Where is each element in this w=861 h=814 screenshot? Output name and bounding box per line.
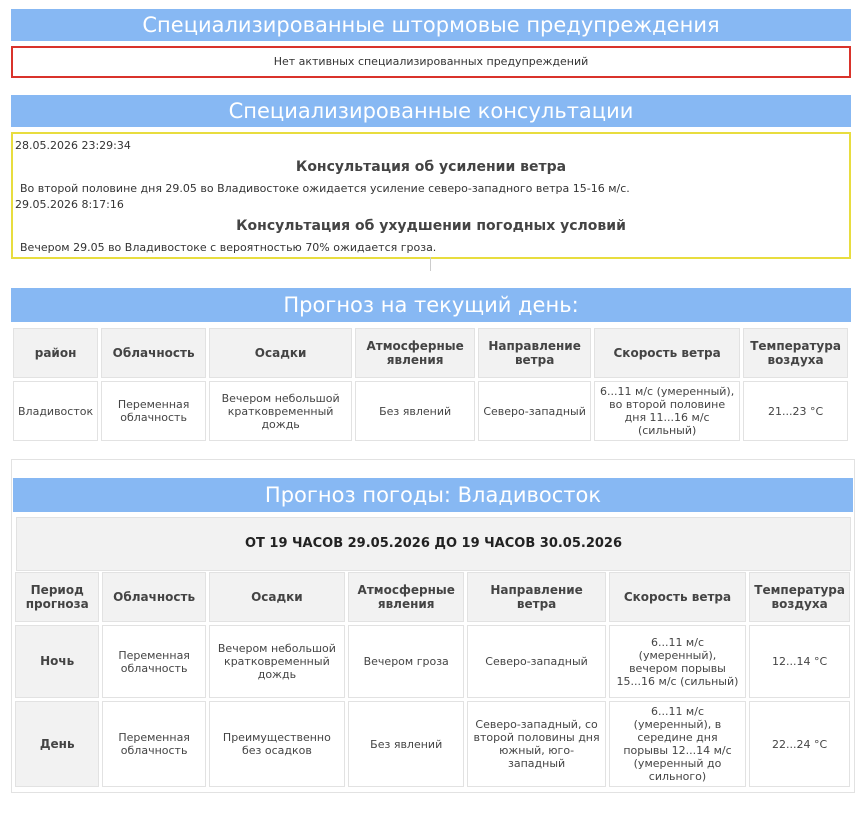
table-header-row: [15, 572, 850, 622]
separator-tick: [430, 257, 431, 271]
header-precip: Осадки: [209, 572, 345, 622]
cell-wind-speed: 6...11 м/с (умеренный), в середине дня порывы 12...14 м/с (умеренный до сильного): [609, 701, 747, 787]
header-precip: Осадки: [209, 328, 352, 378]
cell-clouds: Переменная облачность: [102, 701, 205, 787]
cell-clouds: Переменная облачность: [102, 625, 205, 698]
today-forecast-table: [10, 325, 851, 444]
header-wind-speed: Скорость ветра: [594, 328, 740, 378]
cell-precip: Вечером небольшой кратковременный дождь: [209, 381, 352, 441]
consultations-title: Специализированные консультации: [11, 95, 851, 127]
cell-precip: Преимущественно без осадков: [209, 701, 345, 787]
header-temp: Температура воздуха: [743, 328, 848, 378]
weather-forecast-table: [12, 569, 853, 790]
consultation-timestamp: 28.05.2026 23:29:34: [15, 139, 131, 152]
consultation-heading: Консультация об ухудшении погодных условий: [236, 218, 626, 234]
table-row: [15, 625, 850, 698]
cell-wind-dir: Северо-западный: [478, 381, 591, 441]
cell-wind-dir: Северо-западный, со второй половины дня южный, юго-западный: [467, 701, 605, 787]
consultation-text: Вечером 29.05 во Владивостоке с вероятностью 70% ожидается гроза.: [20, 241, 437, 254]
cell-temp: 22...24 °C: [749, 701, 850, 787]
header-wind-dir: Направление ветра: [467, 572, 605, 622]
header-period: Период прогноза: [15, 572, 99, 622]
cell-phenomena: Без явлений: [348, 701, 465, 787]
cell-precip: Вечером небольшой кратковременный дождь: [209, 625, 345, 698]
table-header-row: [13, 328, 848, 378]
header-clouds: Облачность: [101, 328, 206, 378]
cell-period: День: [15, 701, 99, 787]
storm-warnings-title: Специализированные штормовые предупреждения: [11, 9, 851, 41]
consultation-heading: Консультация об усилении ветра: [295, 159, 567, 175]
header-temp: Температура воздуха: [749, 572, 850, 622]
header-phenomena: Атмосферные явления: [348, 572, 465, 622]
cell-wind-dir: Северо-западный: [467, 625, 605, 698]
cell-wind-speed: 6...11 м/с (умеренный), во второй половине дня 11...16 м/с (сильный): [594, 381, 740, 441]
consultation-timestamp: 29.05.2026 8:17:16: [15, 198, 124, 211]
cell-wind-speed: 6...11 м/с (умеренный), вечером порывы 15...16 м/с (сильный): [609, 625, 747, 698]
cell-phenomena: Вечером гроза: [348, 625, 465, 698]
forecast-period: ОТ 19 ЧАСОВ 29.05.2026 ДО 19 ЧАСОВ 30.05.2026: [16, 517, 851, 571]
weather-forecast-title: Прогноз погоды: Владивосток: [13, 478, 853, 512]
cell-district: Владивосток: [13, 381, 98, 441]
header-phenomena: Атмосферные явления: [355, 328, 475, 378]
table-row: [15, 701, 850, 787]
table-row: [13, 381, 848, 441]
cell-period: Ночь: [15, 625, 99, 698]
cell-clouds: Переменная облачность: [101, 381, 206, 441]
header-wind-dir: Направление ветра: [478, 328, 591, 378]
header-district: район: [13, 328, 98, 378]
today-forecast-title: Прогноз на текущий день:: [11, 288, 851, 322]
storm-warnings-message: Нет активных специализированных предупреждений: [11, 46, 851, 78]
consultation-text: Во второй половине дня 29.05 во Владивостоке ожидается усиление северо-западного ветра 15-16 м/с.: [20, 182, 630, 195]
header-clouds: Облачность: [102, 572, 205, 622]
cell-temp: 21...23 °C: [743, 381, 848, 441]
cell-temp: 12...14 °C: [749, 625, 850, 698]
consultations-box: [11, 132, 851, 259]
header-wind-speed: Скорость ветра: [609, 572, 747, 622]
cell-phenomena: Без явлений: [355, 381, 475, 441]
